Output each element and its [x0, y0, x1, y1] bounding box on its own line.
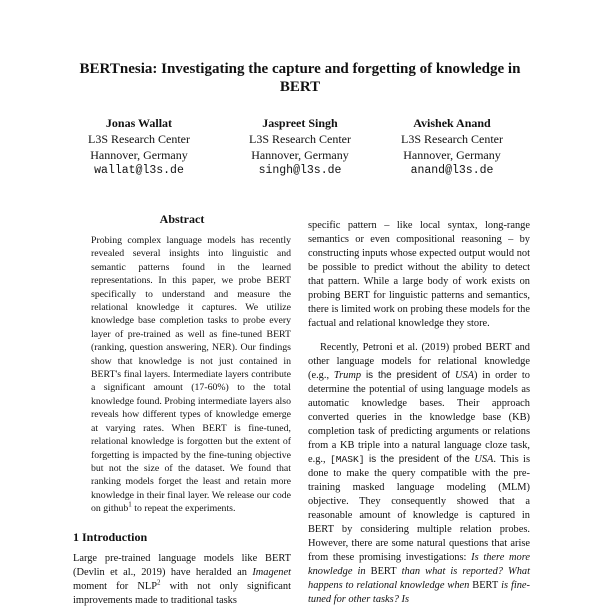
- author-name: Jaspreet Singh: [262, 116, 338, 130]
- author-name: Jonas Wallat: [105, 116, 173, 130]
- author-name: Avishek Anand: [413, 116, 491, 130]
- author-email: singh@l3s.de: [258, 164, 342, 177]
- author-affiliation: L3S Research Center: [401, 132, 503, 146]
- body-paragraph: Recently, Petroni et al. (2019) probed BERT and other language models for relational knowledge (e.g., Trump is the president of USA) in order to determine the potential of using language models as automatic knowledge bases. Their approach converted queries in the knowledge base (KB) completion task of predicting arguments or relations from a KB triple into a natural language cloze task, e.g., [MASK] is the president of the USA. This is done to make the query compatible with the pre-training masked language modeling (MLM) objective. They consequently showed that a reasonable amount of knowledge is captured in BERT by considering multiple relation probes. However, there are some natural questions that arise from these promising investigations: Is there more knowledge in BERT than what is reported? What happens to relational knowledge when BERT is fine-tuned for other tasks? Is: [308, 342, 531, 605]
- author-location: Hannover, Germany: [251, 148, 349, 162]
- intro-paragraph: Large pre-trained language models like BERT (Devlin et al., 2019) have heralded an Imagenet moment for NLP$^2$ with not only significant improvements made to traditional tasks: [73, 552, 291, 606]
- author-block: [64, 115, 214, 179]
- author-email: wallat@l3s.de: [94, 164, 184, 177]
- author-email: anand@l3s.de: [410, 164, 494, 177]
- author-location: Hannover, Germany: [403, 148, 501, 162]
- author-affiliation: L3S Research Center: [249, 132, 351, 146]
- author-block: [377, 115, 527, 179]
- body-paragraph: specific pattern – like local syntax, long-range semantics or even compositional reasoning – by constructing inputs whose expected output would not be possible to predict without the ability to detect that pattern. While a large body of work exists on probing BERT for linguistic patterns and semantics, there is limited work on probing these models for the factual and relational knowledge they store.: [308, 220, 530, 329]
- author-block: [225, 115, 375, 179]
- paper-title: BERTnesia: Investigating the capture and forgetting of knowledge in BERT: [79, 61, 521, 95]
- footnote-mark: 1: [128, 500, 132, 509]
- abstract-heading: Abstract: [159, 212, 205, 226]
- section-heading-introduction: 1 Introduction: [73, 529, 148, 544]
- author-affiliation: L3S Research Center: [88, 132, 190, 146]
- left-column: [73, 212, 291, 608]
- abstract-text: Probing complex language models has recently revealed several insights into linguistic and semantic patterns found in the learned representations. In this paper, we probe BERT specifically to understand and measure the relational knowledge it captures. We utilize knowledge base completion tasks to probe every layer of pre-trained as well as fine-tuned BERT (ranking, question answering, NER). Our findings show that knowledge is not just contained in BERT's final layers. Intermediate layers contribute a significant amount (17-60%) to the total knowledge found. Probing intermediate layers also reveals how different types of knowledge emerge at varying rates. When BERT is fine-tuned, relational knowledge is forgotten but the extent of forgetting is impacted by the fine-tuning objective but not the size of the dataset. We found that ranking models forget the least and retain more knowledge in their final layer. We release our code on github$^1$ to repeat the experiments.: [91, 235, 291, 515]
- right-column: [308, 219, 530, 607]
- footnote-mark: 2: [157, 578, 161, 587]
- author-location: Hannover, Germany: [90, 148, 188, 162]
